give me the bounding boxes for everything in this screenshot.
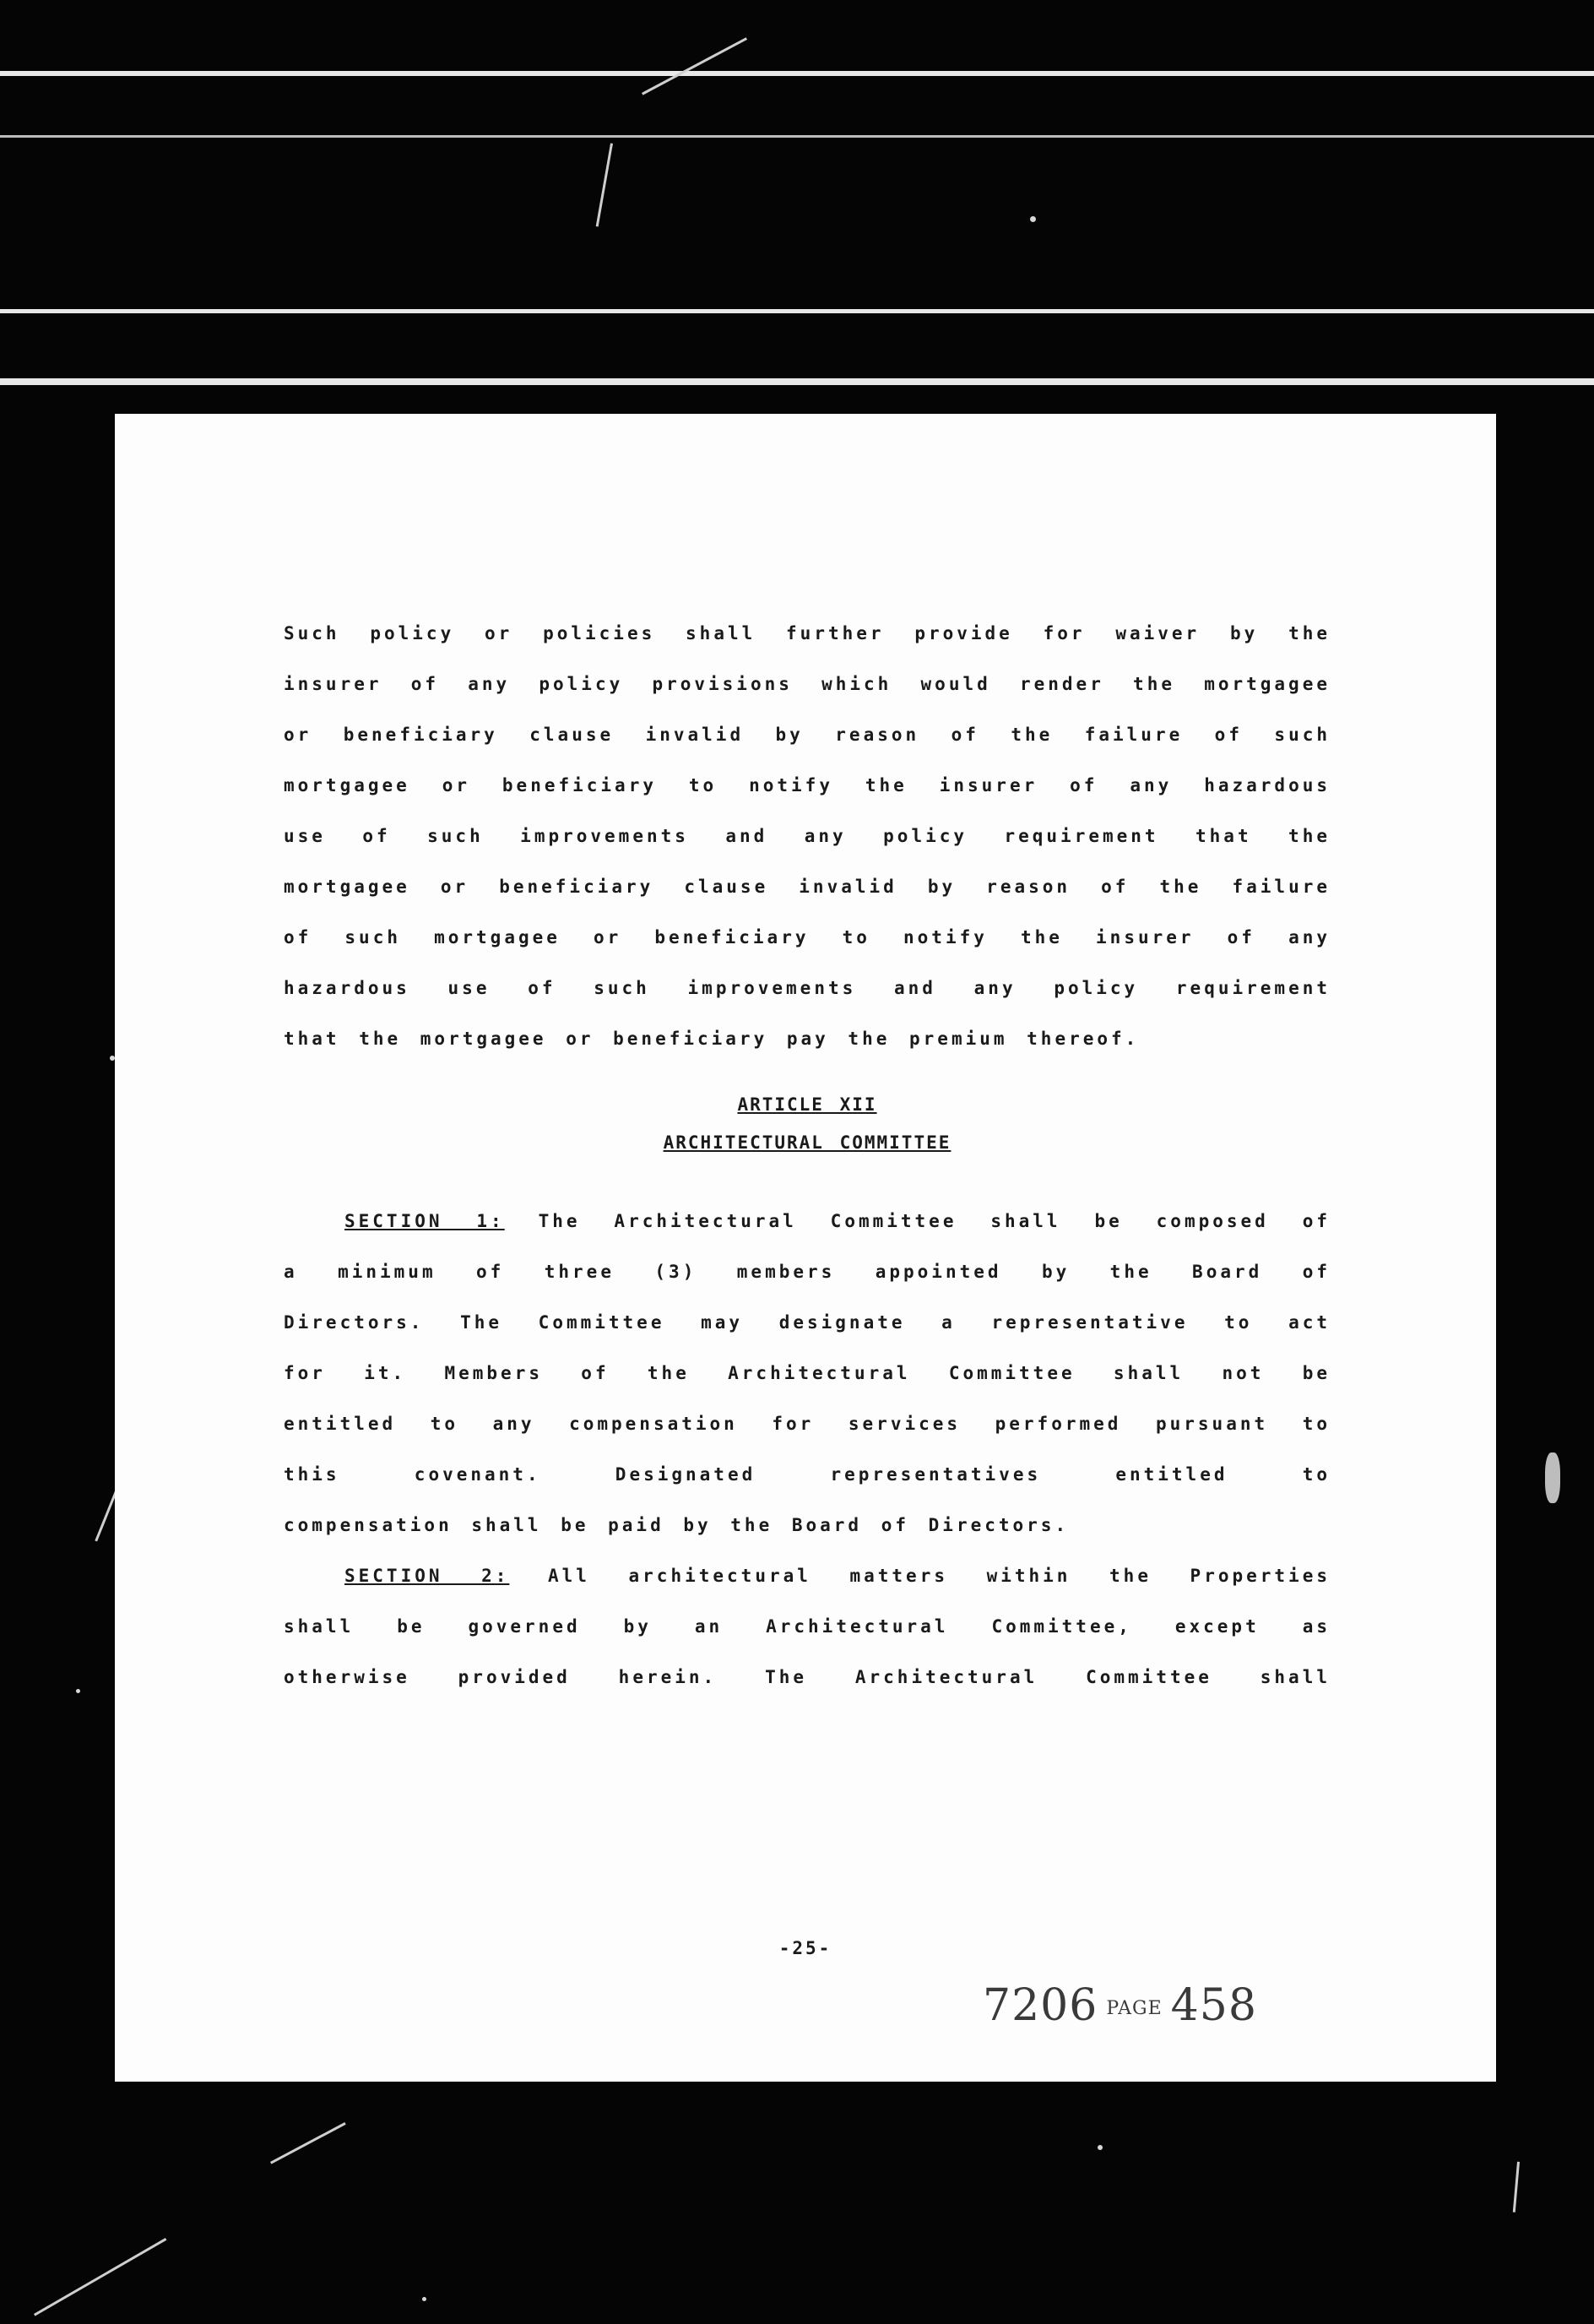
- scan-scratch: [642, 37, 747, 95]
- scan-speck: [422, 2297, 426, 2301]
- text-line: mortgagee or beneficiary to notify the insurer of any hazardous: [284, 775, 1331, 795]
- document-page: [115, 414, 1496, 2082]
- text-line: hazardous use of such improvements and any policy requirement: [284, 978, 1331, 998]
- insurance-paragraph: [284, 608, 1331, 1064]
- text-line: mortgagee or beneficiary clause invalid by reason of the failure: [284, 877, 1331, 897]
- scan-scratch: [596, 143, 613, 226]
- text-line: for it. Members of the Architectural Committee shall not be: [284, 1363, 1331, 1383]
- stamp-book-number: 7206: [983, 1980, 1098, 2031]
- text-line: use of such improvements and any policy requirement that the: [284, 826, 1331, 846]
- scan-speck: [76, 1689, 80, 1693]
- section-1: [284, 1196, 1331, 1550]
- scan-line: [0, 378, 1594, 385]
- text-line: shall be governed by an Architectural Committee, except as: [284, 1616, 1331, 1637]
- stamp-page-number: 458: [1170, 1980, 1257, 2031]
- scan-scratch: [34, 2238, 166, 2316]
- recording-stamp: [983, 1980, 1257, 2031]
- scan-scratch: [1513, 2162, 1520, 2213]
- text-line: insurer of any policy provisions which would render the mortgagee: [284, 674, 1331, 694]
- text-line: otherwise provided herein. The Architectural Committee shall: [284, 1667, 1331, 1687]
- scan-scratch: [270, 2122, 346, 2164]
- text-line: or beneficiary clause invalid by reason of the failure of such: [284, 725, 1331, 745]
- text-line: this covenant. Designated representatives entitled to: [284, 1464, 1331, 1485]
- scan-line: [0, 309, 1594, 313]
- text-line: Directors. The Committee may designate a representative to act: [284, 1312, 1331, 1333]
- stamp-page-label: PAGE: [1106, 1998, 1163, 2019]
- section-1-label: SECTION 1:: [344, 1211, 505, 1231]
- text-line: Such policy or policies shall further provide for waiver by the: [284, 623, 1331, 643]
- scan-speck: [1030, 216, 1036, 222]
- section-2-first-line-text: All architectural matters within the Properties: [548, 1566, 1331, 1586]
- section-2-first-line: [284, 1550, 1331, 1601]
- text-line: that the mortgagee or beneficiary pay the premium thereof.: [284, 1029, 1140, 1049]
- section-2-label: SECTION 2:: [344, 1566, 510, 1586]
- section-2: [284, 1550, 1331, 1702]
- scan-speck: [1545, 1452, 1560, 1503]
- section-1-first-line-text: The Architectural Committee shall be composed of: [538, 1211, 1331, 1231]
- text-line: compensation shall be paid by the Board of Directors.: [284, 1515, 1070, 1535]
- scan-line: [0, 71, 1594, 76]
- article-title: ARTICLE XII: [737, 1094, 877, 1115]
- page-number: -25-: [778, 1938, 832, 1958]
- document-body: [284, 608, 1331, 1702]
- scan-line: [0, 135, 1594, 138]
- article-subtitle: ARCHITECTURAL COMMITTEE: [663, 1132, 952, 1153]
- scan-speck: [1098, 2145, 1103, 2150]
- text-line: entitled to any compensation for services performed pursuant to: [284, 1414, 1331, 1434]
- text-line: of such mortgagee or beneficiary to notify the insurer of any: [284, 927, 1331, 948]
- text-line: a minimum of three (3) members appointed by the Board of: [284, 1262, 1331, 1282]
- section-1-first-line: [284, 1196, 1331, 1246]
